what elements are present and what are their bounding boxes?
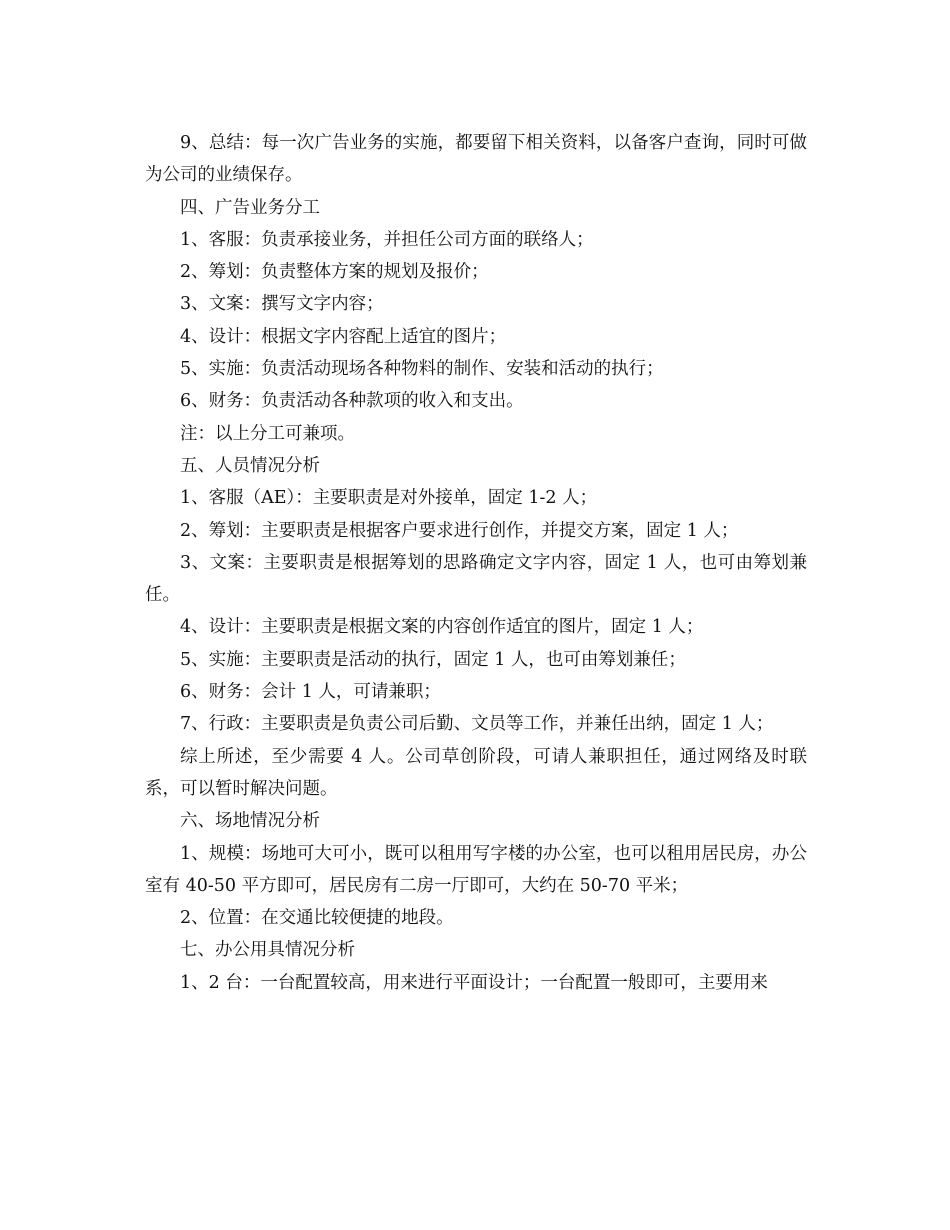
list-item: 3、文案：主要职责是根据筹划的思路确定文字内容，固定 1 人，也可由筹划兼任。 bbox=[145, 552, 807, 606]
list-item: 3、文案：撰写文字内容； bbox=[180, 294, 384, 315]
list-item: 1、2 台：一台配置较高，用来进行平面设计；一台配置一般即可，主要用来 bbox=[180, 972, 768, 993]
list-item: 4、设计：主要职责是根据文案的内容创作适宜的图片，固定 1 人； bbox=[180, 617, 704, 638]
list-item: 7、行政：主要职责是负责公司后勤、文员等工作，并兼任出纳，固定 1 人； bbox=[180, 714, 774, 735]
list-item: 1、客服（AE）：主要职责是对外接单，固定 1-2 人； bbox=[180, 488, 598, 509]
list-item: 2、位置：在交通比较便捷的地段。 bbox=[180, 908, 454, 929]
section-heading-5: 五、人员情况分析 bbox=[180, 455, 320, 476]
section-heading-6: 六、场地情况分析 bbox=[180, 811, 320, 832]
list-item: 6、财务：负责活动各种款项的收入和支出。 bbox=[180, 391, 524, 412]
paragraph-summary-item-9: 9、总结：每一次广告业务的实施，都要留下相关资料，以备客户查询，同时可做为公司的业绩保存。 bbox=[145, 133, 807, 186]
list-item: 1、客服：负责承接业务，并担任公司方面的联络人； bbox=[180, 229, 594, 250]
section-heading-4: 四、广告业务分工 bbox=[180, 197, 320, 218]
note: 注：以上分工可兼项。 bbox=[180, 423, 355, 444]
list-item: 5、实施：负责活动现场各种物料的制作、安装和活动的执行； bbox=[180, 359, 664, 380]
list-item: 4、设计：根据文字内容配上适宜的图片； bbox=[180, 326, 507, 347]
section-heading-7: 七、办公用具情况分析 bbox=[180, 940, 355, 961]
list-item: 5、实施：主要职责是活动的执行，固定 1 人，也可由筹划兼任； bbox=[180, 649, 686, 670]
list-item: 2、筹划：主要职责是根据客户要求进行创作，并提交方案，固定 1 人； bbox=[180, 520, 739, 541]
list-item: 6、财务：会计 1 人，可请兼职； bbox=[180, 682, 441, 703]
summary-paragraph: 综上所述，至少需要 4 人。公司草创阶段，可请人兼职担任，通过网络及时联系，可以暂时解决问题。 bbox=[145, 746, 807, 799]
list-item: 1、规模：场地可大可小，既可以租用写字楼的办公室，也可以租用居民房，办公室有 40-50 平方即可，居民房有二房一厅即可，大约在 50-70 平米； bbox=[145, 843, 807, 896]
list-item: 2、筹划：负责整体方案的规划及报价； bbox=[180, 262, 489, 283]
document-body bbox=[145, 127, 807, 999]
